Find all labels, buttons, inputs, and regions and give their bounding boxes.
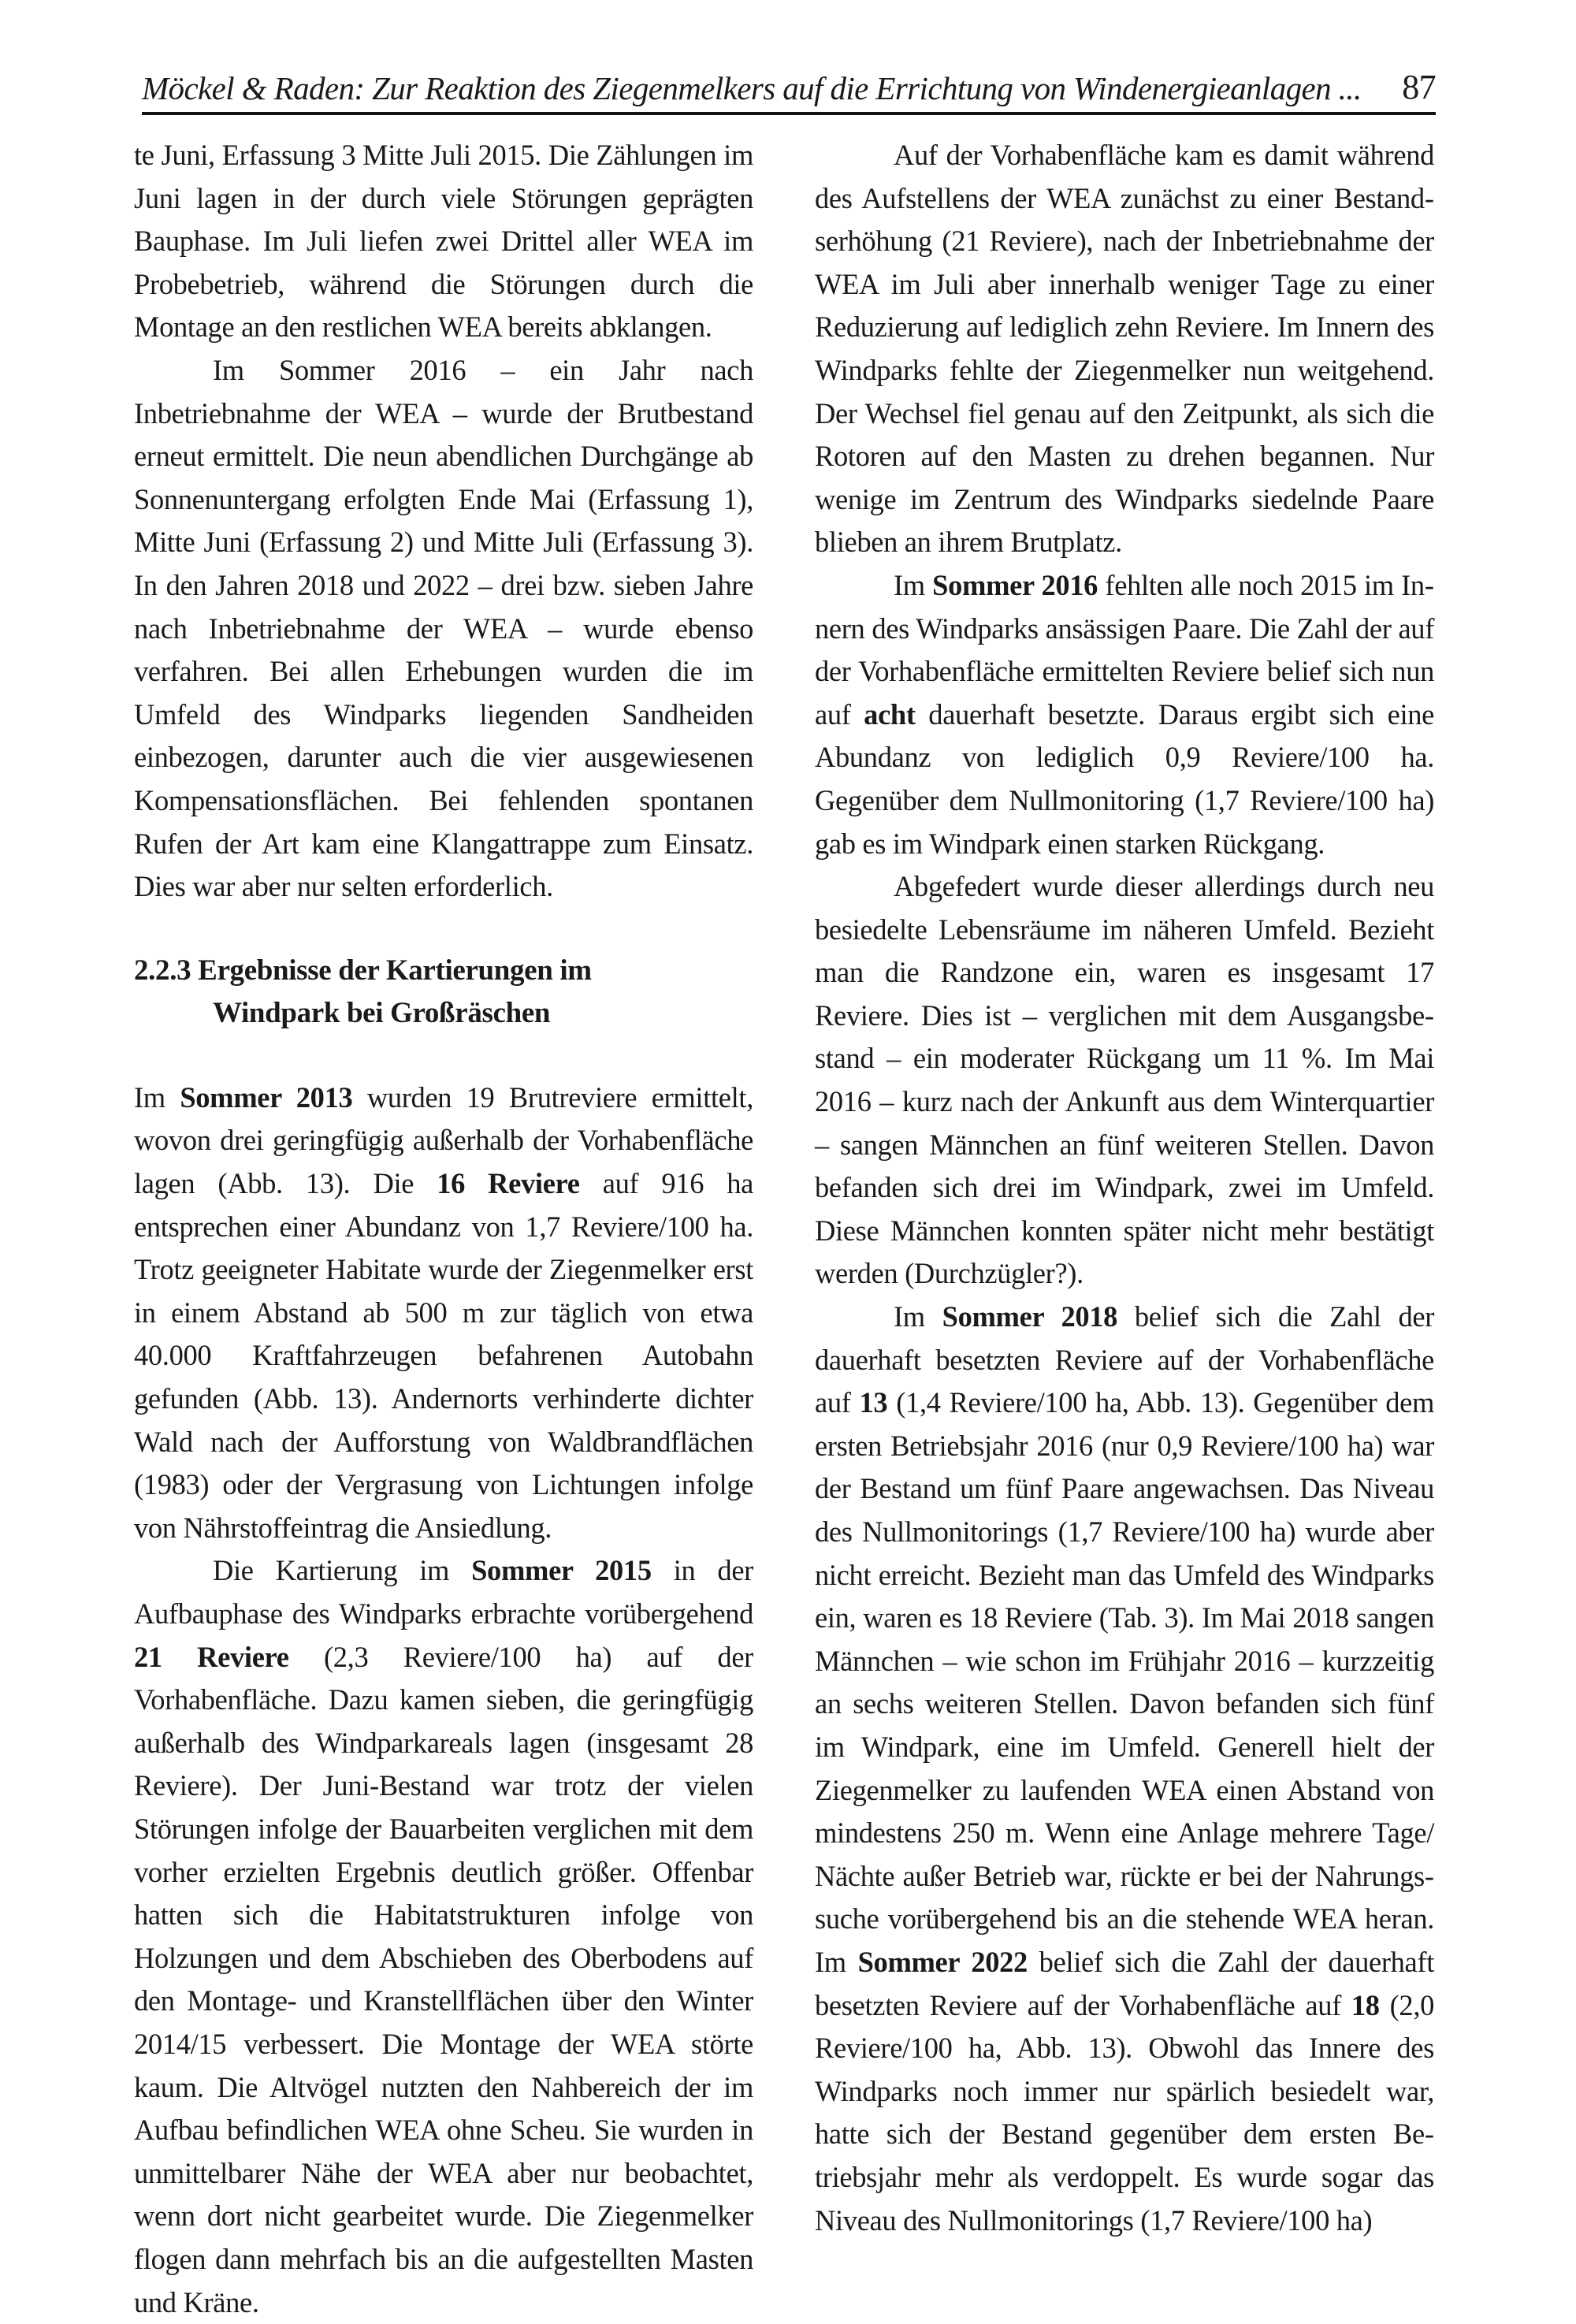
text-run: Im [894,1300,942,1333]
bold-term: 21 Reviere [134,1640,289,1673]
paragraph-sommer-2018-2022 [815,1296,1434,2242]
text-run: in der Aufbauphase des Windparks erbrachte vorübergehend [134,1554,753,1630]
paragraph-sommer-2013 [134,1076,753,1550]
bold-term: Sommer 2022 [857,1945,1028,1978]
paragraph-vorhabenflaeche: Auf der Vorhabenfläche kam es damit während des Aufstellens der WEA zunächst zu einer Bestandserhöhung (21 Reviere), nach der Inbetriebnahme der WEA im Juli aber innerhalb weniger Tage zu einer Reduzierung auf lediglich zehn Reviere. Im Innern des Windparks fehlte der Ziegenmelker nun weitgehend. Der Wechsel fiel genau auf den Zeitpunkt, als sich die Rotoren auf den Masten zu drehen begannen. Nur wenige im Zentrum des Windparks siedelnde Paare blieben an ihrem Brutplatz. [815,139,1434,559]
section-heading [134,950,753,1036]
bold-term: Sommer 2018 [942,1300,1118,1333]
text-run: (2,3 Reviere/100 ha) auf der Vorhabenfläche. Dazu kamen sieben, die geringfügig außerhalb des Windparkareals lagen (insgesamt 28 Reviere). Der Juni-Bestand war trotz der vielen Störungen infolge der Bauarbeiten verglichen mit dem vorher erzielten Ergebnis deutlich größer. Offenbar hatten sich die Habitatstrukturen infolge von Holzungen und dem Abschieben des Oberbodens auf den Montage- und Kranstellflächen über den Winter 2014/15 verbessert. Die Montage der WEA störte kaum. Die Altvögel nutzten den Nahbereich der im Aufbau befindlichen WEA ohne Scheu. Sie wurden in unmittelbarer Nähe der WEA aber nur beobachtet, wenn dort nicht gearbeitet wurde. Die Ziegenmelker flogen dann mehrfach bis an die aufgestellten Masten und Kräne. [134,1640,753,2318]
paragraph-methods-2016: Im Sommer 2016 – ein Jahr nach Inbetriebnahme der WEA – wurde der Brutbestand erneut ermittelt. Die neun abendlichen Durchgänge ab Sonnenuntergang erfolgten Ende Mai (Erfassung 1), Mitte Juni (Erfassung 2) und Mitte Juli (Erfassung 3). In den Jahren 2018 und 2022 – drei bzw. sieben Jahre nach Inbetriebnahme der WEA – wurde ebenso verfahren. Bei allen Erhebungen wurden die im Umfeld des Windparks liegenden Sandheiden einbezogen, darunter auch die vier ausgewiesenen Kompensationsflächen. Bei fehlenden spontanen Rufen der Art kam eine Klangattrappe zum Einsatz. Dies war aber nur selten erforderlich. [134,353,753,903]
paragraph-sommer-2016 [815,564,1434,865]
text-run: dauerhaft besetzte. Daraus ergibt sich eine Abundanz von lediglich 0,9 Reviere/100 ha. Gegenüber dem Nullmonitoring (1,7 Reviere/100 ha) gab es im Windpark einen starken Rückgang. [815,697,1434,860]
text-run: Im [894,568,933,601]
text-run: Im [134,1080,180,1114]
text-run: belief sich die Zahl der dauerhaft besetzten Reviere auf der Vorhabenfläche auf [815,1300,1435,1419]
bold-term: acht [864,697,916,731]
text-run: belief sich die Zahl der dauerhaft besetzten Reviere auf der Vorhabenfläche auf [815,1945,1434,2021]
text-run: (1,4 Reviere/100 ha, Abb. 13). Gegenüber dem ersten Betriebsjahr 2016 (nur 0,9 Reviere/100 ha) war der Bestand um fünf Paare angewachsen. Das Niveau des Nullmonitorings (1,7 Reviere/100 ha) wurde aber nicht erreicht. Bezieht man das Umfeld des Windparks ein, waren es 18 Reviere (Tab. 3). Im Mai 2018 sangen Männchen – wie schon im Frühjahr 2016 – kurzzeitig an sechs weiteren Stellen. Davon befanden sich fünf im Windpark, eine im Umfeld. Generell hielt der Ziegenmelker zu laufenden WEA einen Abstand von mindestens 250 m. Wenn eine Anlage mehrere Tage/ Nächte außer Betrieb war, rückte er bei der Nahrungssuche vorübergehend bis an die stehende WEA heran. Im [815,1386,1434,1978]
bold-term: 13 [859,1386,888,1419]
left-column [134,134,753,2324]
text-run: Die Kartierung im [213,1554,472,1587]
bold-term: Sommer 2013 [180,1080,353,1114]
bold-term: Sommer 2015 [471,1554,652,1587]
section-heading-line1: 2.2.3 Ergebnisse der Kartierungen im [134,954,592,987]
page-number: 87 [1402,68,1436,106]
section-heading-line2: Windpark bei Großräschen [213,997,551,1030]
text-run: auf 916 ha entsprechen einer Abundanz von 1,7 Reviere/100 ha. Trotz geeigneter Habitate wurde der Ziegenmelker erst in einem Abstand ab 500 m zur täglich von etwa 40.000 Kraftfahrzeugen befahrenen Autobahn gefunden (Abb. 13). Andernorts verhinderte dichter Wald nach der Aufforstung von Waldbrandflächen (1983) oder der Vergrasung von Lichtungen infolge von Nährstoffeintrag die Ansiedlung. [134,1167,753,1544]
text-run: wurden 19 Brutreviere ermittelt, wovon drei geringfügig außerhalb der Vorhabenfläche lagen (Abb. 13). Die [134,1080,753,1200]
text-run: fehlten alle noch 2015 im Innern des Windparks ansässigen Paare. Die Zahl der auf der Vorhabenfläche ermittelten Reviere belief sich nun auf [815,568,1434,731]
running-header [142,63,1436,115]
bold-term: Sommer 2016 [932,568,1098,601]
bold-term: 18 [1351,1988,1380,2021]
paragraph-randzone: Abgefedert wurde dieser allerdings durch neu besiedelte Lebensräume im näheren Umfeld. Bezieht man die Randzone ein, waren es insgesamt 17 Reviere. Dies ist – verglichen mit dem Ausgangsbestand – ein moderater Rückgang um 11 %. Im Mai 2016 – kurz nach der Ankunft aus dem Winterquartier – sangen Männchen an fünf weiteren Stellen. Davon befanden sich drei im Windpark, zwei im Umfeld. Diese Männchen konnten später nicht mehr bestätigt werden (Durchzügler?). [815,870,1434,1290]
paragraph-continued: te Juni, Erfassung 3 Mitte Juli 2015. Die Zählungen im Juni lagen in der durch viele Störungen geprägten Bauphase. Im Juli liefen zwei Drittel aller WEA im Probebetrieb, während die Störungen durch die Montage an den restlichen WEA bereits abklangen. [134,139,753,344]
bold-term: 16 Reviere [437,1167,580,1200]
text-run: (2,0 Reviere/100 ha, Abb. 13). Obwohl das Innere des Windparks noch immer nur spärlich besiedelt war, hatte sich der Bestand gegenüber dem ersten Betriebsjahr mehr als verdoppelt. Es wurde sogar das Niveau des Nullmonitorings (1,7 Reviere/100 ha) [815,1988,1435,2237]
paragraph-sommer-2015 [134,1549,753,2324]
running-title: Möckel & Raden: Zur Reaktion des Ziegenmelkers auf die Errichtung von Windenergieanlagen ... [142,70,1362,106]
right-column [815,134,1434,2242]
